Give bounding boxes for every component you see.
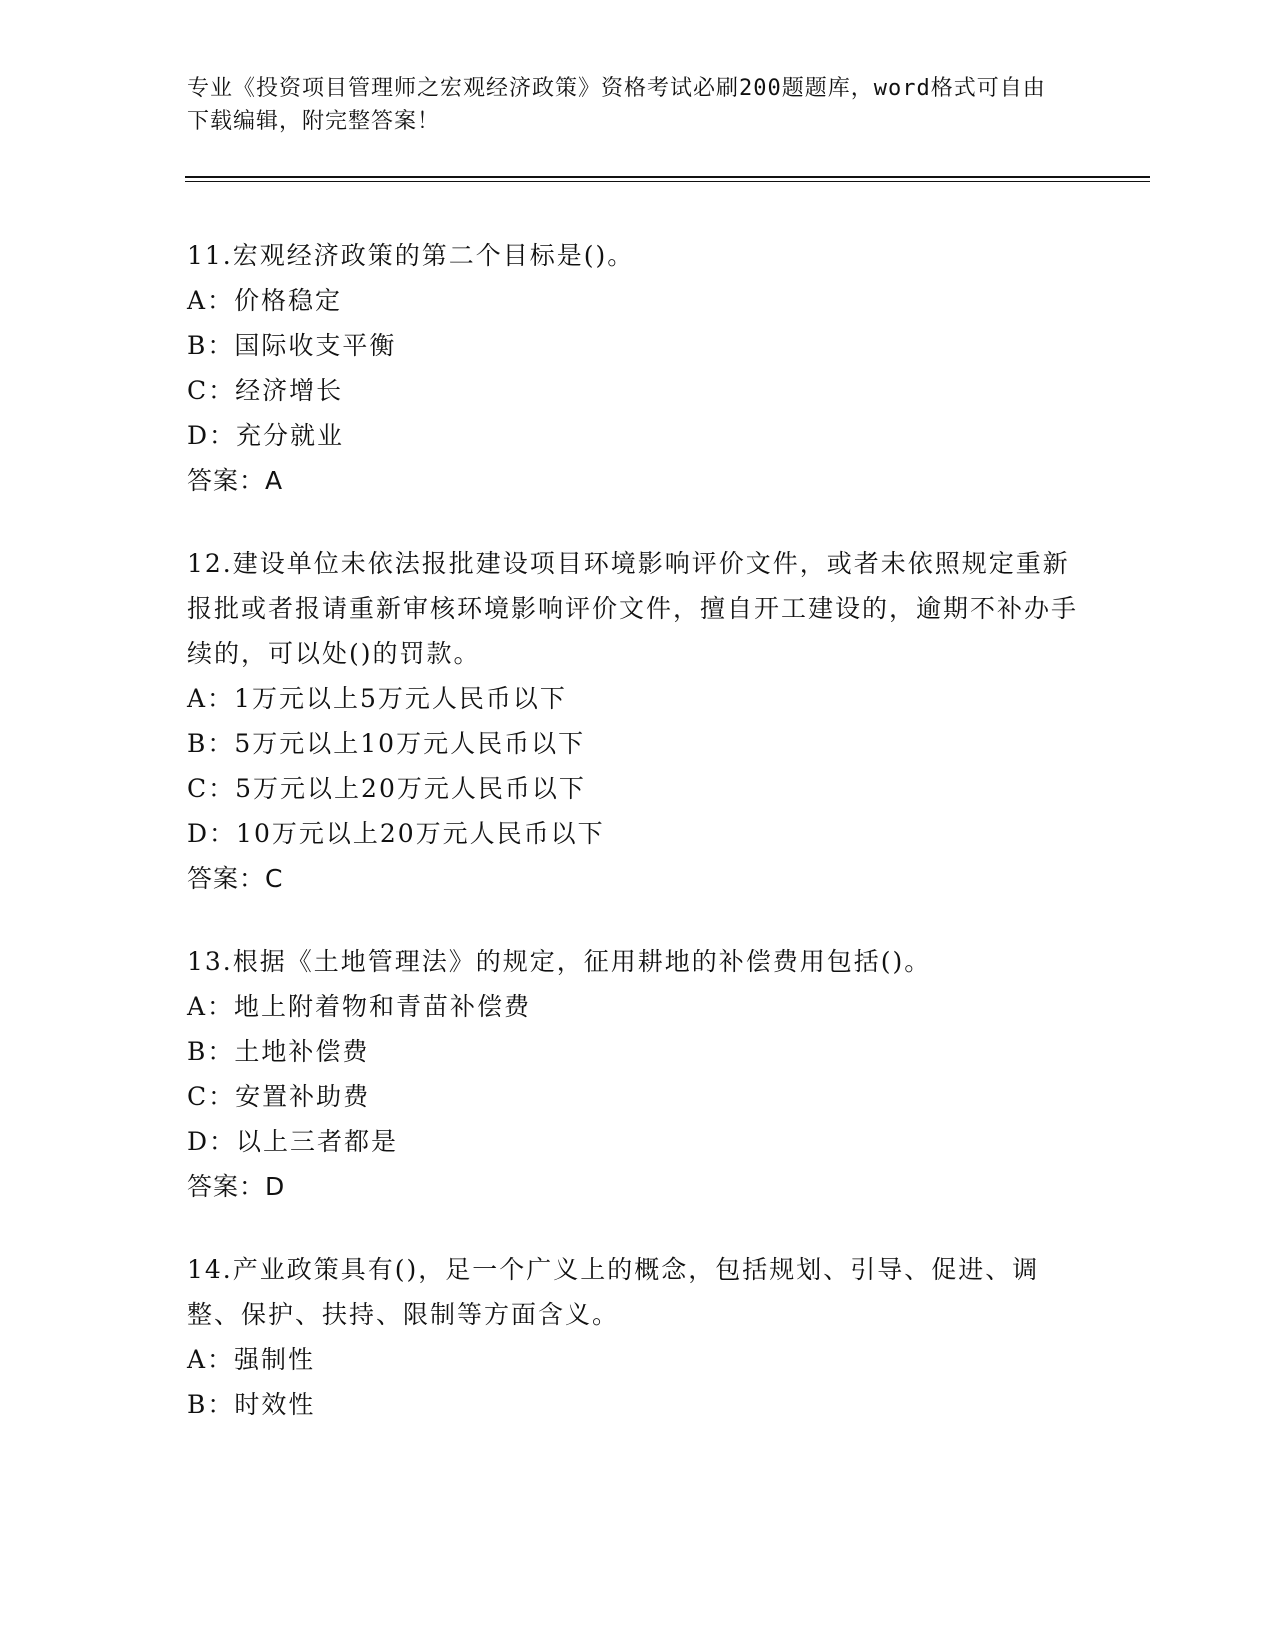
question-stem: 11.宏观经济政策的第二个目标是()。: [187, 241, 635, 270]
option-a: A：强制性: [187, 1345, 316, 1374]
question-13: [187, 939, 1087, 1209]
question-stem: 14.产业政策具有()，足一个广义上的概念，包括规划、引导、促进、调整、保护、扶持、限制等方面含义。: [187, 1255, 1040, 1329]
option-b: B：土地补偿费: [187, 1037, 370, 1066]
option-d: D：充分就业: [187, 421, 345, 450]
answer: 答案：A: [187, 466, 284, 495]
option-a: A：价格稳定: [187, 286, 343, 315]
option-d: D：以上三者都是: [187, 1127, 399, 1156]
header-divider-thin: [185, 181, 1150, 182]
option-c: C：经济增长: [187, 376, 344, 405]
question-stem: 13.根据《土地管理法》的规定，征用耕地的补偿费用包括()。: [187, 947, 932, 976]
answer: 答案：D: [187, 1172, 286, 1201]
option-a: A：1万元以上5万元人民币以下: [187, 684, 567, 713]
option-c: C：安置补助费: [187, 1082, 371, 1111]
document-header: 专业《投资项目管理师之宏观经济政策》资格考试必刷200题题库，word格式可自由下载编辑，附完整答案！: [187, 76, 1046, 134]
option-c: C：5万元以上20万元人民币以下: [187, 774, 586, 803]
question-list: [187, 233, 1087, 1465]
header-divider: [185, 176, 1150, 178]
question-stem: 12.建设单位未依法报批建设项目环境影响评价文件，或者未依照规定重新报批或者报请重新审核环境影响评价文件，擅自开工建设的，逾期不补办手续的，可以处()的罚款。: [187, 549, 1079, 668]
answer: 答案：C: [187, 864, 284, 893]
option-b: B：国际收支平衡: [187, 331, 397, 360]
option-b: B：5万元以上10万元人民币以下: [187, 729, 586, 758]
option-a: A：地上附着物和青苗补偿费: [187, 992, 532, 1021]
question-12: [187, 541, 1087, 901]
option-d: D：10万元以上20万元人民币以下: [187, 819, 605, 848]
question-14: [187, 1247, 1087, 1427]
option-b: B：时效性: [187, 1390, 316, 1419]
question-11: [187, 233, 1087, 503]
